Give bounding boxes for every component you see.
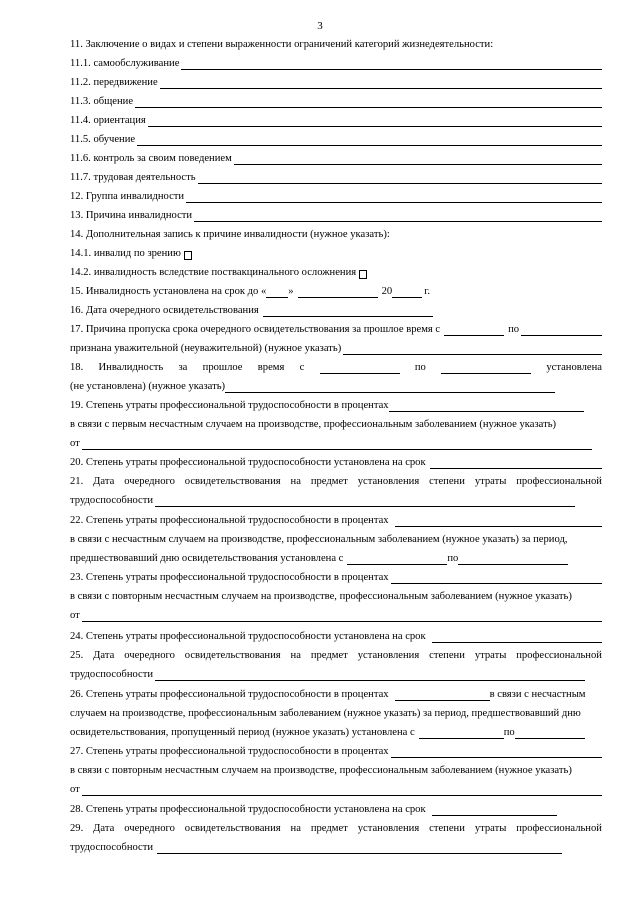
fill-field[interactable] xyxy=(148,116,602,127)
fill-field[interactable] xyxy=(186,192,602,203)
fill-field[interactable] xyxy=(198,173,602,184)
item-27-line-3: от xyxy=(70,783,602,796)
item-19-line: 19. Степень утраты профессиональной трудоспособности в процентах xyxy=(70,399,602,412)
percent-field[interactable] xyxy=(395,690,490,701)
item-14-heading: 14. Дополнительная запись к причине инвалидности (нужное указать): xyxy=(70,229,390,240)
fill-field[interactable] xyxy=(343,344,602,355)
term-field[interactable] xyxy=(432,805,557,816)
item-11-6-line: 11.6. контроль за своим поведением xyxy=(70,152,602,165)
fill-field[interactable] xyxy=(181,59,602,70)
term-field[interactable] xyxy=(430,458,602,469)
item-11-5-line: 11.5. обучение xyxy=(70,133,602,146)
from-field[interactable] xyxy=(347,554,447,565)
item-20-line: 20. Степень утраты профессиональной трудоспособности установлена на срок xyxy=(70,456,602,469)
item-17-line: 17. Причина пропуска срока очередного освидетельствования за прошлое время с по xyxy=(70,323,602,336)
day-field[interactable] xyxy=(266,287,288,298)
item-27-line-2: в связи с повторным несчастным случаем на производстве, профессиональным заболеванием (нужное указать) xyxy=(70,765,572,776)
item-21-line-2: трудоспособности xyxy=(70,494,602,507)
checkbox-icon[interactable] xyxy=(359,270,367,279)
fill-field[interactable] xyxy=(160,78,602,89)
item-23-line-2: в связи с повторным несчастным случаем на производстве, профессиональным заболеванием (нужное указать) xyxy=(70,591,572,602)
item-11-1-line: 11.1. самообслуживание xyxy=(70,57,602,70)
item-28-line: 28. Степень утраты профессиональной трудоспособности установлена на срок xyxy=(70,803,602,816)
item-27-line: 27. Степень утраты профессиональной трудоспособности в процентах xyxy=(70,745,602,758)
fill-field[interactable] xyxy=(225,382,555,393)
item-11-4-line: 11.4. ориентация xyxy=(70,114,602,127)
item-29-line: 29. Дата очередного освидетельствования на предмет установления степени утраты профессиональной xyxy=(70,823,602,834)
term-field[interactable] xyxy=(432,632,602,643)
fill-field[interactable] xyxy=(82,785,602,796)
checkbox-icon[interactable] xyxy=(184,251,192,260)
to-field[interactable] xyxy=(458,554,568,565)
item-25-line-2: трудоспособности xyxy=(70,668,602,681)
to-field[interactable] xyxy=(515,728,585,739)
item-16-line: 16. Дата очередного освидетельствования xyxy=(70,304,602,317)
item-15-line: 15. Инвалидность установлена на срок до « » 20 г. xyxy=(70,286,430,297)
from-field[interactable] xyxy=(320,363,400,374)
date-field[interactable] xyxy=(263,306,433,317)
item-22-line-2: в связи с несчастным случаем на производстве, профессиональным заболеванием (нужное указать) за период, xyxy=(70,534,568,545)
to-field[interactable] xyxy=(521,325,602,336)
item-29-line-2: трудоспособности xyxy=(70,841,602,854)
fill-field[interactable] xyxy=(234,154,602,165)
percent-field[interactable] xyxy=(395,516,602,527)
item-23-line-3: от xyxy=(70,609,602,622)
fill-field[interactable] xyxy=(82,611,602,622)
date-field[interactable] xyxy=(155,670,585,681)
from-field[interactable] xyxy=(444,325,504,336)
date-field[interactable] xyxy=(157,843,562,854)
item-14-2-line: 14.2. инвалидность вследствие поствакцинального осложнения xyxy=(70,266,602,279)
item-24-line: 24. Степень утраты профессиональной трудоспособности установлена на срок xyxy=(70,630,602,643)
item-22-line: 22. Степень утраты профессиональной трудоспособности в процентах xyxy=(70,514,602,527)
item-13-line: 13. Причина инвалидности xyxy=(70,209,602,222)
item-11-3-line: 11.3. общение xyxy=(70,95,602,108)
percent-field[interactable] xyxy=(391,747,602,758)
fill-field[interactable] xyxy=(82,439,592,450)
to-field[interactable] xyxy=(441,363,531,374)
item-12-line: 12. Группа инвалидности xyxy=(70,190,602,203)
item-25-line: 25. Дата очередного освидетельствования на предмет установления степени утраты профессиональной xyxy=(70,650,602,661)
month-field[interactable] xyxy=(298,287,378,298)
page-number: 3 xyxy=(317,20,323,32)
item-11-heading: 11. Заключение о видах и степени выраженности ограничений категорий жизнедеятельности: xyxy=(70,39,494,50)
item-11-7-line: 11.7. трудовая деятельность xyxy=(70,171,602,184)
fill-field[interactable] xyxy=(137,135,602,146)
item-18-line-2: (не установлена) (нужное указать) xyxy=(70,380,602,393)
item-26-line: 26. Степень утраты профессиональной трудоспособности в процентах в связи с несчастным xyxy=(70,689,586,700)
from-field[interactable] xyxy=(419,728,504,739)
item-26-line-2: случаем на производстве, профессиональным заболеванием (нужное указать) за период, предшествовавший дню xyxy=(70,708,581,719)
date-field[interactable] xyxy=(155,496,575,507)
item-11-2-line: 11.2. передвижение xyxy=(70,76,602,89)
percent-field[interactable] xyxy=(391,573,602,584)
fill-field[interactable] xyxy=(194,211,602,222)
item-18-line: 18. Инвалидность за прошлое время с по установлена xyxy=(70,362,602,373)
item-19-line-2: в связи с первым несчастным случаем на производстве, профессиональным заболеванием (нужное указать) xyxy=(70,419,557,430)
item-23-line: 23. Степень утраты профессиональной трудоспособности в процентах xyxy=(70,571,602,584)
item-22-line-3: предшествовавший дню освидетельствования установлена с по xyxy=(70,552,602,565)
item-26-line-3: освидетельствования, пропущенный период (нужное указать) установлена с по xyxy=(70,726,602,739)
percent-field[interactable] xyxy=(389,401,584,412)
item-14-1-line: 14.1. инвалид по зрению xyxy=(70,247,602,260)
year-field[interactable] xyxy=(392,287,422,298)
item-17-line-2: признана уважительной (неуважительной) (нужное указать) xyxy=(70,342,602,355)
item-19-line-3: от xyxy=(70,437,602,450)
fill-field[interactable] xyxy=(135,97,602,108)
item-21-line: 21. Дата очередного освидетельствования на предмет установления степени утраты профессиональной xyxy=(70,476,602,487)
